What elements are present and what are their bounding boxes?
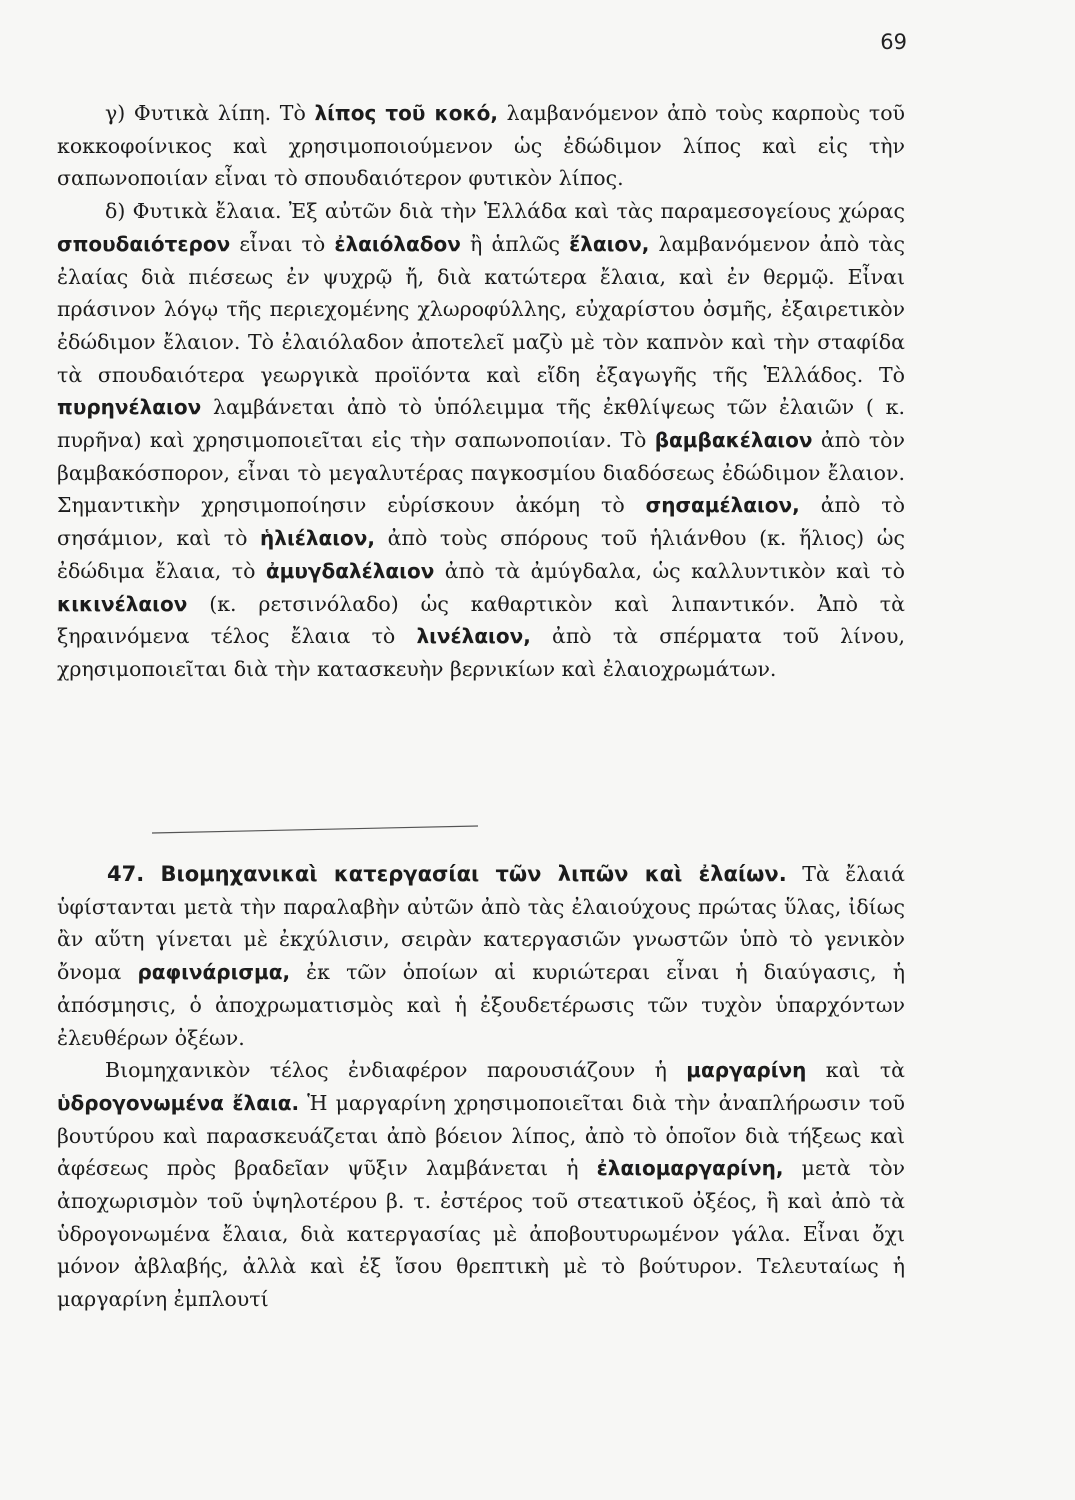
section-title: Βιομηχανικαὶ κατεργασίαι τῶν λιπῶν καὶ ἐλαίων. bbox=[144, 862, 787, 886]
paragraph-text: Ἡ μαργαρίνη χρησιμοποιεῖται διὰ τὴν ἀναπλήρωσιν τοῦ βουτύρου καὶ παρασκευάζεται ἀπὸ βόειον λίπος, ἀπὸ τὸ ὁποῖον διὰ τήξεως καὶ ἀφέσεως πρὸς βραδεῖαν ψῦξιν λαμβάνεται ἡ bbox=[57, 1090, 905, 1181]
paragraph-text: λαμβανόμενον ἀπὸ τοὺς καρποὺς τοῦ κοκκοφοίνικος καὶ χρησιμοποιούμενον ὡς ἐδώδιμον λίπος καὶ εἰς τὴν σαπωνοποιίαν εἶναι τὸ σπουδαιότερον φυτικὸν λίπος. bbox=[57, 101, 906, 191]
paragraph-text: μετὰ τὸν ἀποχωρισμὸν τοῦ ὑψηλοτέρου β. τ. ἐστέρος τοῦ στεατικοῦ ὀξέος, ἢ καὶ ἀπὸ τὰ ὑδρογονωμένα ἔλαια, διὰ κατεργασίας μὲ ἀποβουτυρωμένον γάλα. Εἶναι ὄχι μόνον ἀβλαβής, ἀλλὰ καὶ ἐξ ἴσου θρεπτικὴ μὲ τὸ βούτυρον. Τελευταίως ἡ μαργαρίνη ἐμπλουτί bbox=[57, 1156, 905, 1312]
lower-text-block bbox=[57, 858, 905, 1316]
bold-term: ἐλαιομαργαρίνη, bbox=[596, 1156, 784, 1181]
bold-term: πυρηνέλαιον bbox=[57, 395, 202, 420]
bold-term: ὑδρογονωμένα ἔλαια. bbox=[57, 1090, 300, 1115]
paragraph-label: δ) Φυτικὰ ἔλαια. bbox=[105, 199, 282, 224]
paragraph-text: καὶ τὰ bbox=[806, 1058, 906, 1083]
paragraph-text: ἀπὸ τὸν βαμβακόσπορον, εἶναι τὸ μεγαλυτέρας παγκοσμίου διαδόσεως ἐδώδιμον ἔλαιον. Σημαντικὴν χρησιμοποίησιν εὑρίσκουν ἀκόμη τὸ bbox=[57, 428, 905, 518]
paragraph-margarine bbox=[57, 1054, 905, 1316]
upper-text-block bbox=[57, 97, 905, 686]
bold-term: λινέλαιον, bbox=[416, 624, 531, 649]
paragraph-text: ἀπὸ τὰ σπέρματα τοῦ λίνου, χρησιμοποιεῖται διὰ τὴν κατασκευὴν βερνικίων καὶ ἐλαιοχρωμάτων. bbox=[57, 624, 905, 681]
bold-term: κικινέλαιον bbox=[57, 591, 188, 616]
bold-term: λίπος τοῦ κοκό, bbox=[314, 101, 499, 125]
bold-term: ἐλαιόλαδον bbox=[334, 231, 461, 256]
section-divider bbox=[150, 824, 480, 836]
paragraph-text: Ἐξ αὐτῶν διὰ τὴν Ἑλλάδα καὶ τὰς παραμεσογείους χώρας bbox=[281, 199, 905, 224]
bold-term: μαργαρίνη bbox=[686, 1058, 807, 1083]
paragraph-text: εἶναι τὸ bbox=[230, 231, 335, 256]
bold-term: ἀμυγδαλέλαιον bbox=[265, 558, 435, 583]
page-number: 69 bbox=[880, 30, 907, 54]
paragraph-text: (κ. ρετσινόλαδο) ὡς καθαρτικὸν καὶ λιπαντικόν. Ἀπὸ τὰ ξηραινόμενα τέλος ἔλαια τὸ bbox=[57, 591, 905, 649]
bold-term: ραφινάρισμα, bbox=[137, 960, 291, 985]
paragraph-plant-fats bbox=[57, 97, 905, 195]
paragraph-label: γ) Φυτικὰ λίπη. bbox=[105, 101, 272, 125]
paragraph-plant-oils bbox=[57, 195, 905, 686]
paragraph-text: Τὰ ἔλαιά ὑφίστανται μετὰ τὴν παραλαβὴν αὐτῶν ἀπὸ τὰς ἐλαιούχους πρώτας ὕλας, ἰδίως ἂν αὕτη γίνεται μὲ ἐκχύλισιν, σειρὰν κατεργασιῶν γνωστῶν ὑπὸ τὸ γενικὸν ὄνομα bbox=[57, 862, 905, 985]
paragraph-section-47 bbox=[57, 858, 905, 1054]
paragraph-text: λαμβάνεται ἀπὸ τὸ ὑπόλειμμα τῆς ἐκθλίψεως τῶν ἐλαιῶν ( κ. πυρῆνα) καὶ χρησιμοποιεῖται εἰς τὴν σαπωνοποιίαν. Τὸ bbox=[57, 395, 905, 453]
bold-term: βαμβακέλαιον bbox=[654, 428, 813, 453]
paragraph-text: Τὸ bbox=[271, 101, 315, 125]
paragraph-text: ἀπὸ τοὺς σπόρους τοῦ ἡλιάνθου (κ. ἥλιος) ὡς ἐδώδιμα ἔλαια, τὸ bbox=[57, 526, 905, 583]
bold-term: σπουδαιότερον bbox=[57, 231, 231, 256]
paragraph-text: λαμβανόμενον ἀπὸ τὰς ἐλαίας διὰ πιέσεως ἐν ψυχρῷ ἤ, διὰ κατώτερα ἔλαια, καὶ ἐν θερμῷ. Εἶναι πράσινον λόγῳ τῆς περιεχομένης χλωροφύλλης, εὐχαρίστου ὀσμῆς, ἐξαιρετικὸν ἐδώδιμον ἔλαιον. Τὸ ἐλαιόλαδον ἀποτελεῖ μαζὺ μὲ τὸν καπνὸν καὶ τὴν σταφίδα τὰ σπουδαιότερα γεωργικὰ προϊόντα καὶ εἴδη ἐξαγωγῆς τῆς Ἑλλάδος. Τὸ bbox=[57, 231, 905, 387]
paragraph-text: ἀπὸ τὰ ἀμύγδαλα, ὡς καλλυντικὸν καὶ τὸ bbox=[434, 558, 905, 583]
paragraph-text: ἢ ἁπλῶς bbox=[460, 231, 570, 256]
paragraph-text: ἐκ τῶν ὁποίων αἱ κυριώτεραι εἶναι ἡ διαύγασις, ἡ ἀπόσμησις, ὁ ἀποχρωματισμὸς καὶ ἡ ἐξουδετέρωσις τῶν τυχὸν ὑπαρχόντων ἐλευθέρων ὀξέων. bbox=[57, 960, 905, 1050]
paragraph-text: ἀπὸ τὸ σησάμιον, καὶ τὸ bbox=[57, 493, 905, 551]
paragraph-text: Βιομηχανικὸν τέλος ἐνδιαφέρον παρουσιάζουν ἡ bbox=[105, 1058, 687, 1083]
bold-term: ἔλαιον, bbox=[569, 231, 650, 256]
bold-term: σησαμέλαιον, bbox=[645, 493, 800, 518]
section-number: 47. bbox=[107, 862, 145, 886]
bold-term: ἡλιέλαιον, bbox=[260, 526, 376, 551]
